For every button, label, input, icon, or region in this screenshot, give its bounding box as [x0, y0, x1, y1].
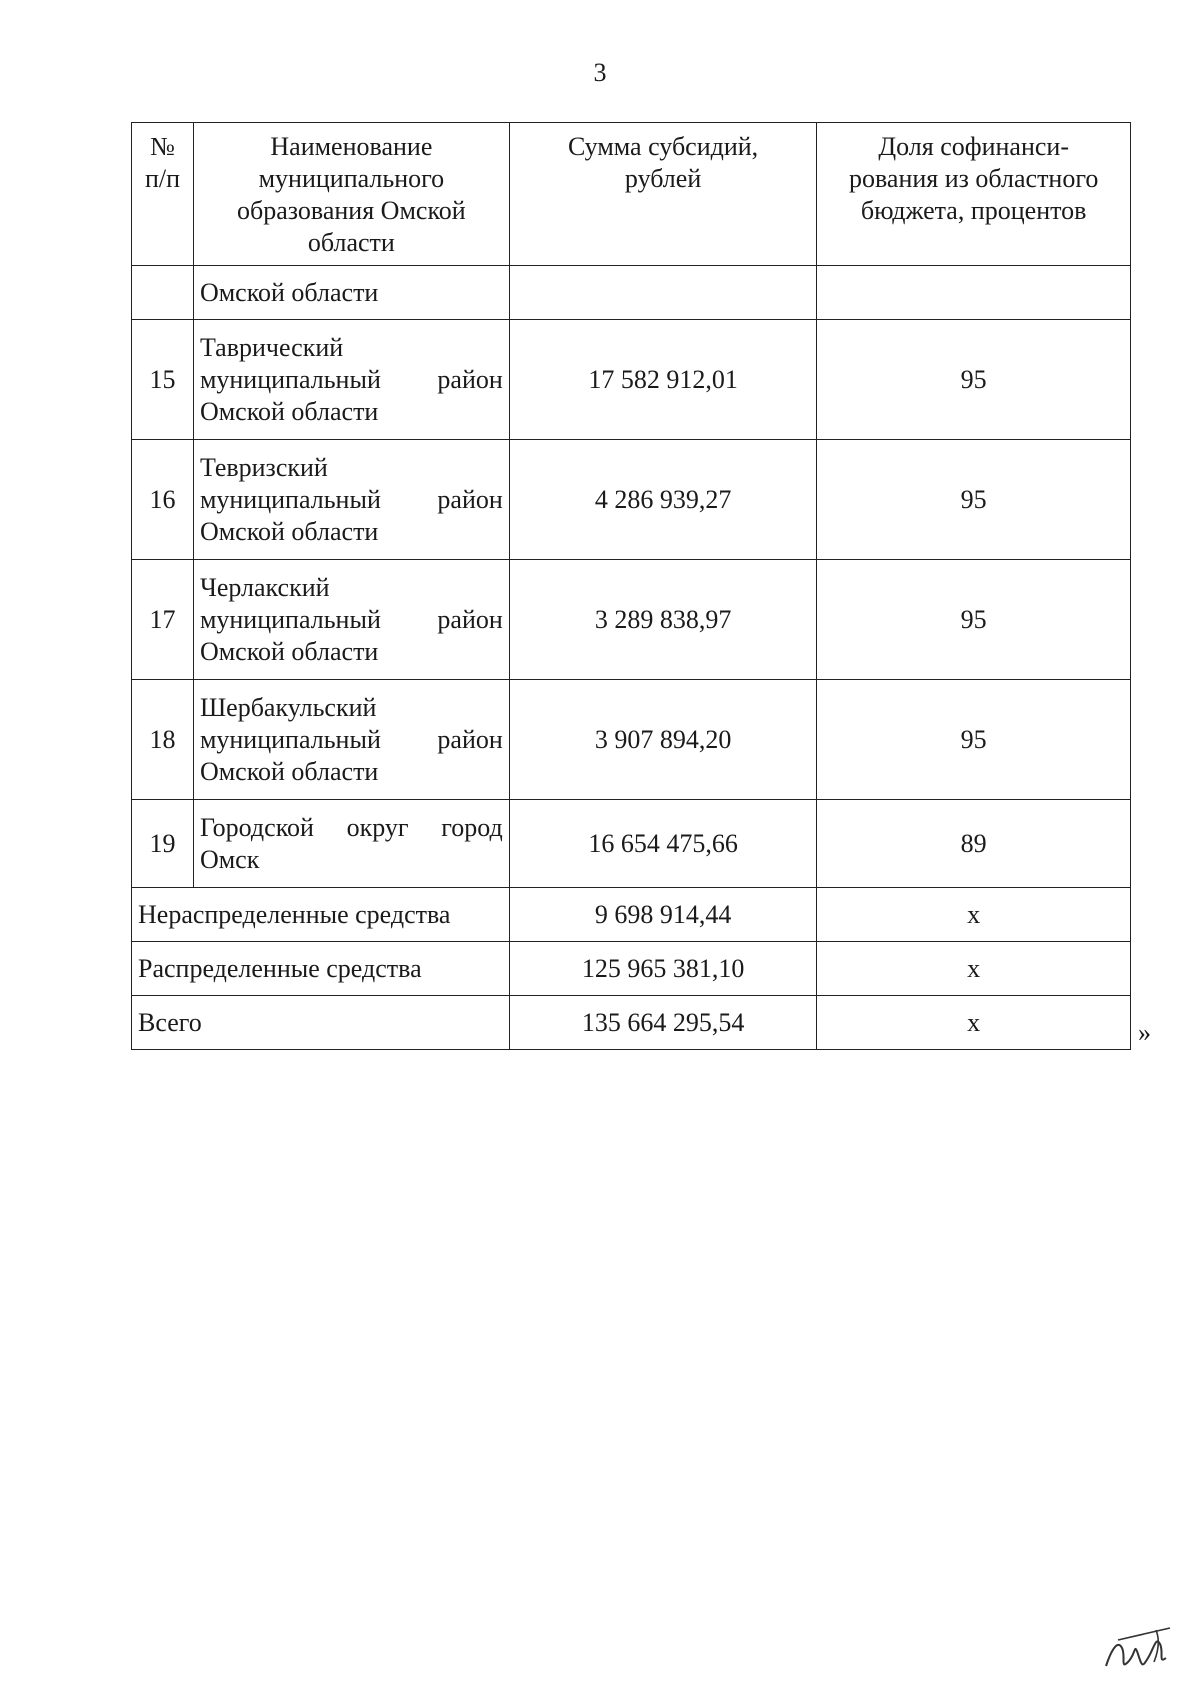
subsidy-table — [131, 122, 1131, 1050]
header-line: № — [150, 132, 175, 161]
closing-quote: » — [1138, 1018, 1151, 1047]
name-word: муниципальный — [199, 604, 381, 634]
name-word: район — [437, 604, 503, 634]
header-line: Сумма субсидий, — [567, 132, 759, 161]
total-row — [132, 996, 1131, 1050]
row-number: 19 — [132, 800, 194, 888]
row-name — [193, 320, 509, 440]
header-line: Наименование — [270, 132, 433, 161]
table-row — [132, 560, 1131, 680]
row-number — [132, 266, 194, 320]
total-label: Всего — [132, 996, 510, 1050]
row-number: 15 — [132, 320, 194, 440]
table-row — [132, 680, 1131, 800]
row-share: 95 — [817, 440, 1131, 560]
name-line: Омской области — [199, 636, 379, 666]
name-line: Шербакульский — [199, 692, 377, 722]
row-sum: 3 289 838,97 — [509, 560, 817, 680]
name-word: муниципальный — [199, 484, 381, 514]
page-number: 3 — [593, 58, 607, 87]
row-name — [193, 680, 509, 800]
row-number: 16 — [132, 440, 194, 560]
total-row — [132, 942, 1131, 996]
header-share — [817, 123, 1131, 266]
table-row — [132, 320, 1131, 440]
name-word: муниципальный — [199, 724, 381, 754]
total-label: Нераспределенные средства — [132, 888, 510, 942]
row-share: 95 — [817, 680, 1131, 800]
row-number: 17 — [132, 560, 194, 680]
row-number: 18 — [132, 680, 194, 800]
header-line: рублей — [624, 164, 702, 193]
name-line — [200, 604, 503, 636]
handwritten-signature-icon — [1098, 1618, 1178, 1678]
total-sum: 135 664 295,54 — [509, 996, 817, 1050]
name-line: Омской области — [199, 516, 379, 546]
name-line — [200, 484, 503, 516]
name-line — [200, 724, 503, 756]
header-line: рования из областного — [848, 164, 1099, 193]
name-line: Таврический — [199, 332, 344, 362]
row-name — [193, 560, 509, 680]
header-name — [193, 123, 509, 266]
total-sum: 125 965 381,10 — [509, 942, 817, 996]
row-name: Омской области — [193, 266, 509, 320]
name-line: Омской области — [199, 756, 379, 786]
table-row — [132, 440, 1131, 560]
total-share: x — [817, 996, 1131, 1050]
header-line: Доля софинанси- — [878, 132, 1069, 161]
name-word: район — [437, 724, 503, 754]
row-share: 89 — [817, 800, 1131, 888]
total-share: x — [817, 942, 1131, 996]
header-line: п/п — [144, 164, 180, 193]
name-line: Омской области — [199, 396, 379, 426]
name-line — [200, 364, 503, 396]
row-share: 95 — [817, 560, 1131, 680]
name-word: район — [437, 484, 503, 514]
header-line: образования Омской — [237, 196, 466, 225]
total-share: x — [817, 888, 1131, 942]
header-number — [132, 123, 194, 266]
header-line: области — [307, 228, 395, 257]
name-word: район — [437, 364, 503, 394]
table-row — [132, 800, 1131, 888]
name-word: муниципальный — [199, 364, 381, 394]
row-sum: 16 654 475,66 — [509, 800, 817, 888]
name-line: Черлакский — [199, 572, 330, 602]
name-line: Тевризский — [199, 452, 328, 482]
row-sum: 3 907 894,20 — [509, 680, 817, 800]
total-label: Распределенные средства — [132, 942, 510, 996]
header-line: бюджета, процентов — [860, 196, 1087, 225]
header-sum — [509, 123, 817, 266]
table-row — [132, 266, 1131, 320]
row-name — [193, 440, 509, 560]
row-name: Городской округ город Омск — [193, 800, 509, 888]
row-sum: 4 286 939,27 — [509, 440, 817, 560]
row-share: 95 — [817, 320, 1131, 440]
table-header-row — [132, 123, 1131, 266]
row-sum: 17 582 912,01 — [509, 320, 817, 440]
total-row — [132, 888, 1131, 942]
row-share — [817, 266, 1131, 320]
total-sum: 9 698 914,44 — [509, 888, 817, 942]
header-line: муниципального — [258, 164, 445, 193]
row-sum — [509, 266, 817, 320]
